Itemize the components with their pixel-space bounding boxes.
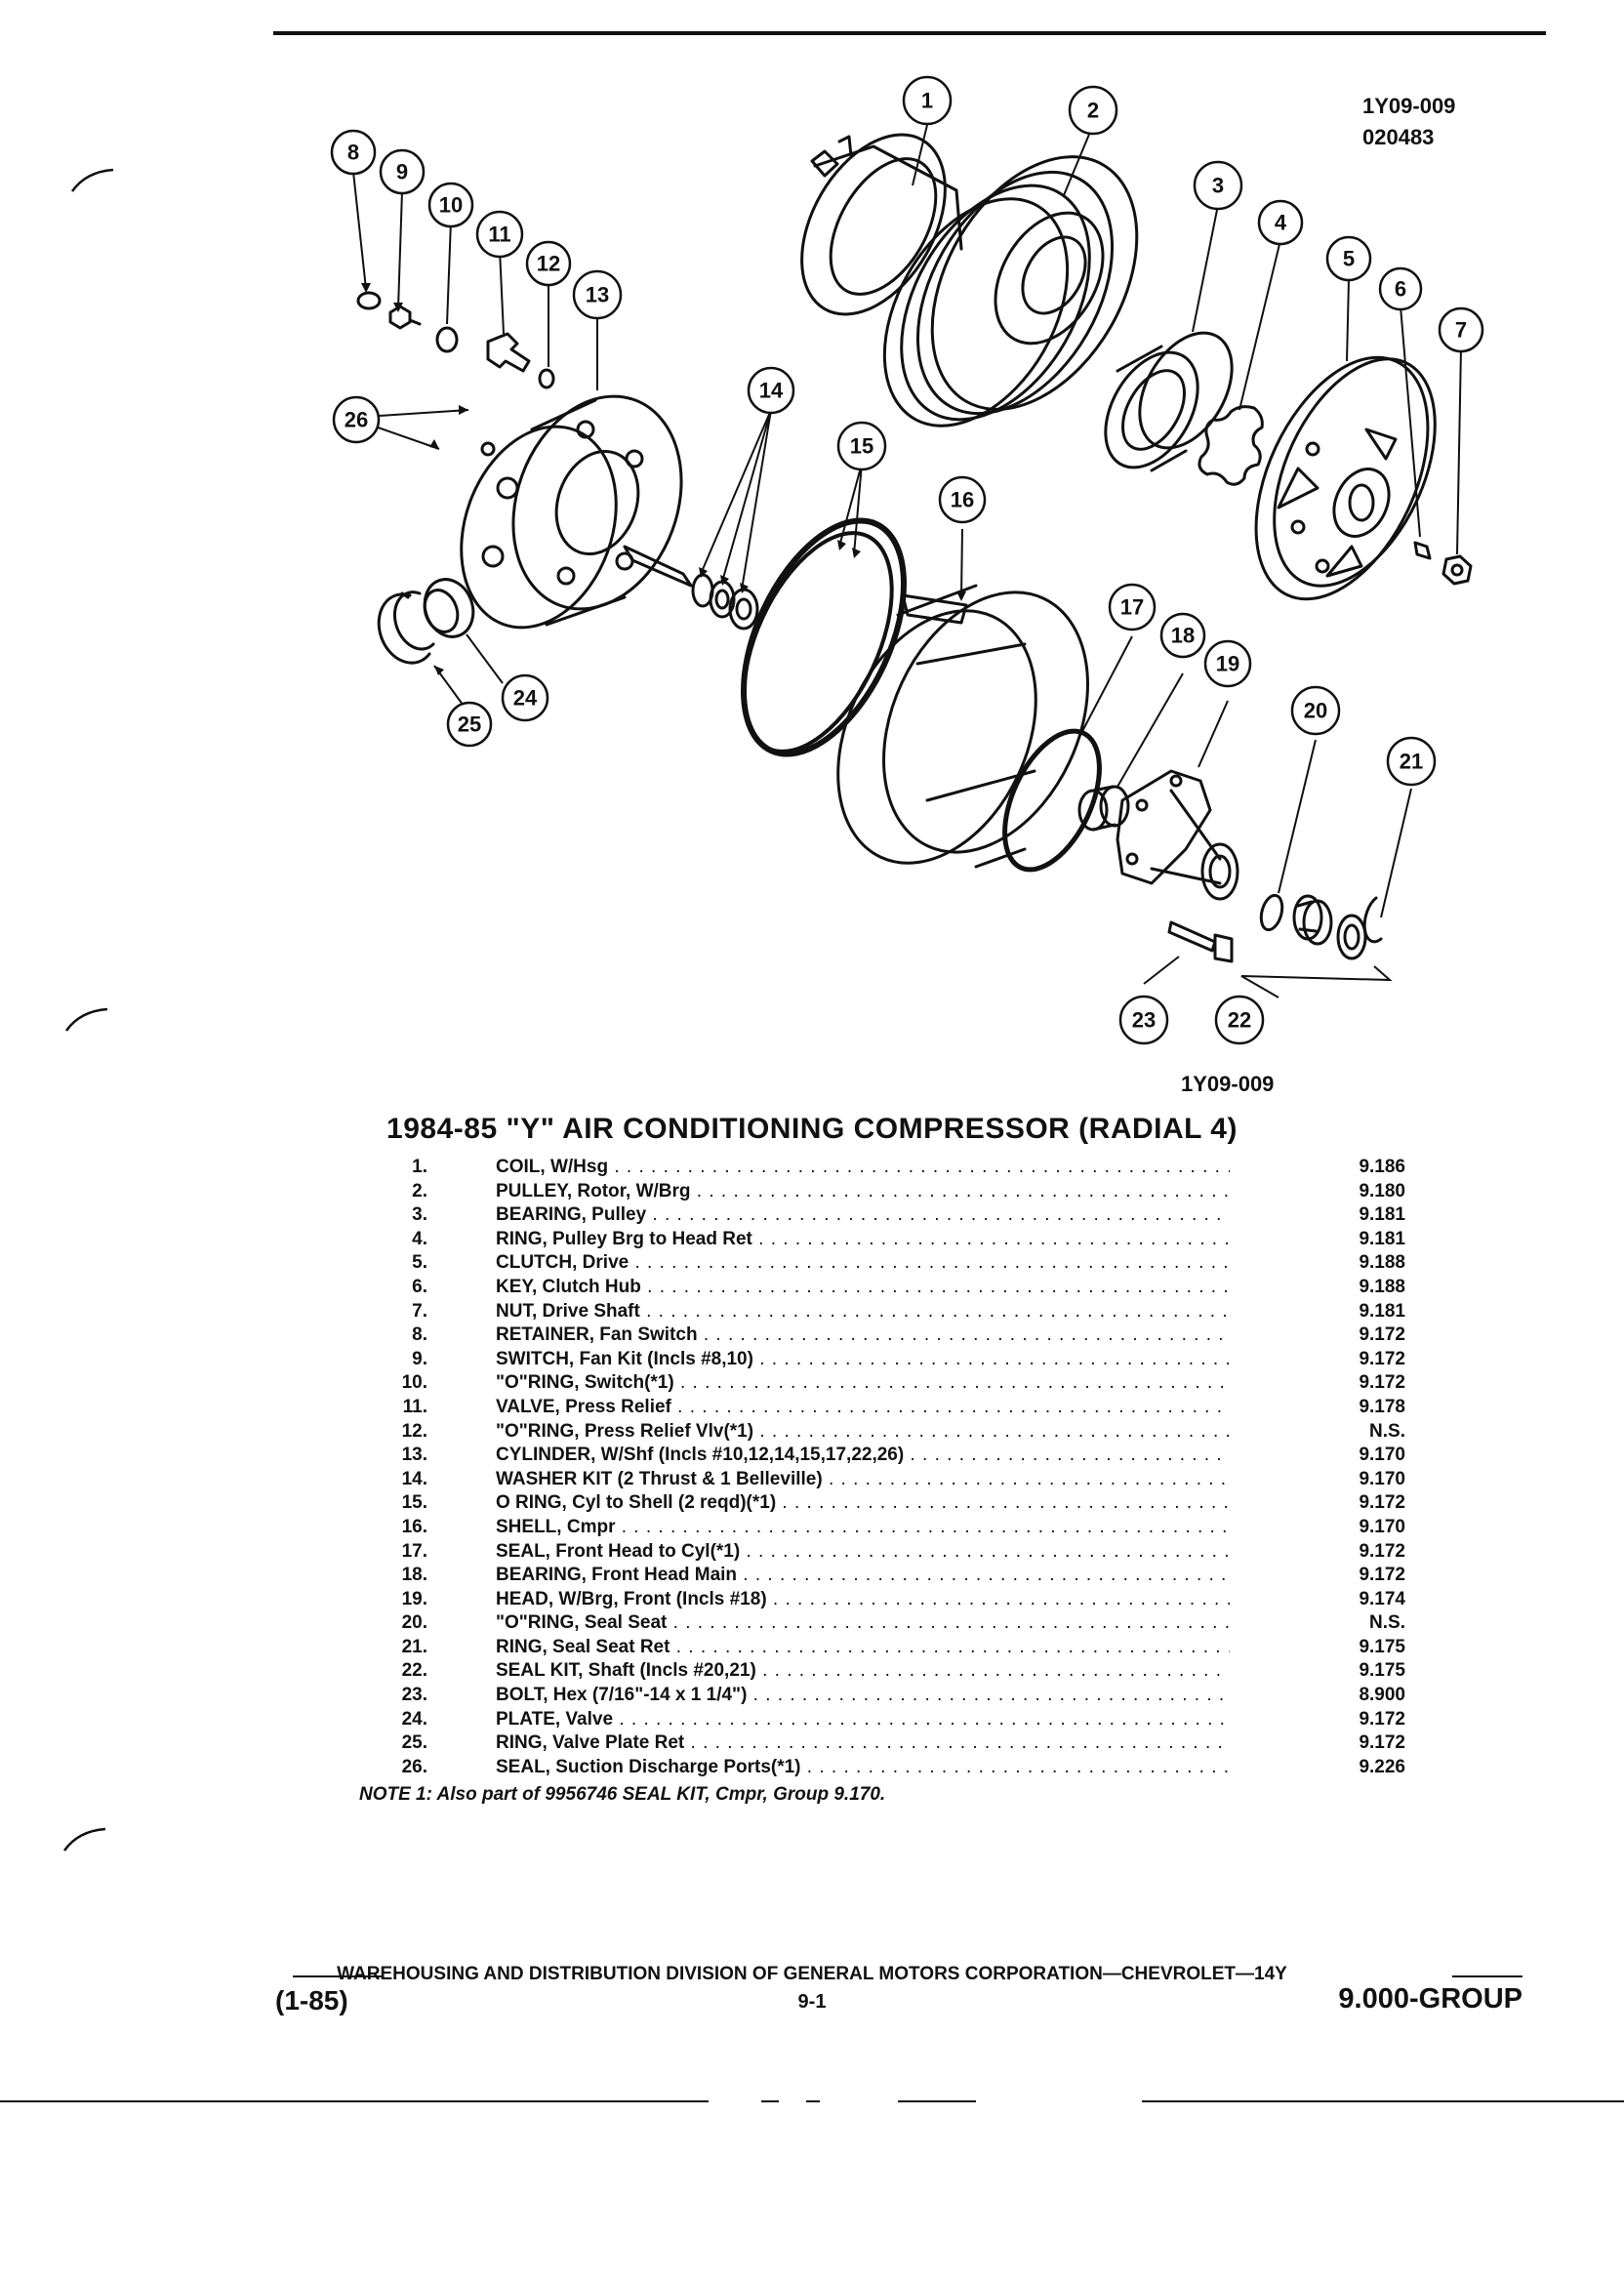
part-detail: Drive Shaft bbox=[537, 1300, 640, 1322]
pulley-bearing-part bbox=[1086, 317, 1250, 484]
part-description bbox=[496, 1611, 1230, 1636]
part-name: SWITCH, bbox=[496, 1348, 575, 1369]
part-group-number: 9.172 bbox=[1359, 1708, 1405, 1730]
part-detail: Pulley bbox=[586, 1204, 647, 1226]
part-detail: Press Relief Vlv(*1) bbox=[579, 1420, 754, 1442]
part-name: NUT, bbox=[496, 1300, 538, 1322]
reference-code-top: 1Y09-009 bbox=[1362, 94, 1456, 118]
part-group-number: 9.178 bbox=[1359, 1396, 1405, 1417]
part-detail: Front Head Main bbox=[586, 1565, 738, 1586]
parts-list-row bbox=[371, 1228, 1405, 1252]
callout-14: 14 bbox=[758, 378, 784, 403]
coil-housing-part bbox=[772, 109, 974, 339]
pulley-ring-part bbox=[1199, 407, 1262, 485]
binder-mark-middle bbox=[62, 1005, 111, 1035]
part-name: O RING, bbox=[496, 1492, 567, 1514]
part-number: 9. bbox=[412, 1348, 427, 1369]
part-name: PLATE, bbox=[496, 1708, 561, 1730]
part-number: 5. bbox=[412, 1252, 427, 1274]
part-description bbox=[496, 1396, 1230, 1420]
seal-seat-o-ring-part bbox=[1258, 893, 1286, 932]
part-description bbox=[496, 1756, 1230, 1780]
parts-list-row bbox=[371, 1516, 1405, 1540]
part-group-number: 9.188 bbox=[1359, 1276, 1405, 1297]
part-number: 17. bbox=[401, 1540, 427, 1562]
parts-list-row bbox=[371, 1203, 1405, 1228]
part-detail: Rotor, W/Brg bbox=[572, 1180, 691, 1201]
part-number: 3. bbox=[412, 1204, 427, 1226]
parts-list-row bbox=[371, 1156, 1405, 1180]
part-number: 12. bbox=[401, 1420, 427, 1442]
part-number: 26. bbox=[401, 1756, 427, 1777]
callout-10: 10 bbox=[438, 192, 464, 218]
part-description bbox=[496, 1420, 1230, 1445]
part-detail: W/Brg, Front (Incls #18) bbox=[553, 1588, 767, 1609]
bottom-rule-mid1 bbox=[761, 2100, 779, 2102]
part-name: HEAD, bbox=[496, 1588, 554, 1609]
part-name: RING, bbox=[496, 1636, 548, 1657]
part-number: 19. bbox=[401, 1588, 427, 1609]
part-name: SEAL, bbox=[496, 1540, 550, 1562]
part-detail: Shaft (Incls #20,21) bbox=[583, 1660, 756, 1682]
parts-list-row bbox=[371, 1588, 1405, 1612]
part-detail: Seal Seat bbox=[579, 1612, 668, 1634]
part-number: 2. bbox=[412, 1180, 427, 1201]
part-group-number: 9.181 bbox=[1359, 1228, 1405, 1249]
part-description bbox=[496, 1348, 1230, 1372]
part-name: SEAL KIT, bbox=[496, 1660, 584, 1682]
part-number: 20. bbox=[401, 1612, 427, 1634]
part-name: SHELL, bbox=[496, 1516, 562, 1537]
part-group-number: 9.172 bbox=[1359, 1732, 1405, 1754]
shaft-seal-kit-part bbox=[1294, 896, 1365, 958]
callout-22: 22 bbox=[1227, 1007, 1252, 1033]
callout-7: 7 bbox=[1454, 317, 1468, 343]
part-group-number: N.S. bbox=[1369, 1612, 1405, 1634]
part-name: RING, bbox=[496, 1228, 548, 1249]
part-number: 16. bbox=[401, 1516, 427, 1537]
footer-page-number: 9-1 bbox=[797, 1991, 827, 2013]
part-group-number: 9.175 bbox=[1359, 1660, 1405, 1682]
parts-list-row bbox=[371, 1564, 1405, 1588]
part-detail: Seal Seat Ret bbox=[547, 1636, 670, 1657]
part-name: CLUTCH, bbox=[496, 1252, 578, 1274]
part-number: 18. bbox=[401, 1565, 427, 1586]
callout-12: 12 bbox=[536, 251, 561, 276]
part-group-number: 9.181 bbox=[1359, 1204, 1405, 1226]
part-number: 15. bbox=[401, 1492, 427, 1514]
footnote: NOTE 1: Also part of 9956746 SEAL KIT, Cmpr, Group 9.170. bbox=[359, 1784, 886, 1805]
callout-15: 15 bbox=[849, 433, 874, 459]
callout-4: 4 bbox=[1274, 210, 1287, 235]
part-detail: Press Relief bbox=[559, 1396, 671, 1417]
hex-bolt-part bbox=[1169, 922, 1232, 961]
part-detail: (2 Thrust & 1 Belleville) bbox=[612, 1468, 823, 1489]
clutch-drive-part bbox=[1221, 331, 1468, 627]
washer-kit-part bbox=[693, 575, 757, 629]
callout-16: 16 bbox=[950, 487, 975, 512]
part-number: 8. bbox=[412, 1324, 427, 1346]
part-name: WASHER KIT bbox=[496, 1468, 613, 1489]
part-group-number: 9.170 bbox=[1359, 1445, 1405, 1466]
callout-19: 19 bbox=[1215, 651, 1240, 676]
part-name: BEARING, bbox=[496, 1204, 587, 1226]
part-description bbox=[496, 1203, 1230, 1228]
parts-list-row bbox=[371, 1540, 1405, 1565]
part-name: "O"RING, bbox=[496, 1420, 580, 1442]
callout-2: 2 bbox=[1086, 98, 1100, 123]
part-group-number: 9.175 bbox=[1359, 1636, 1405, 1657]
part-detail: Switch(*1) bbox=[579, 1372, 674, 1394]
callout-11: 11 bbox=[488, 222, 511, 247]
part-description bbox=[496, 1588, 1230, 1612]
fan-switch-part bbox=[390, 306, 420, 328]
part-description bbox=[496, 1468, 1230, 1492]
callout-26: 26 bbox=[344, 407, 369, 432]
footer-group: 9.000-GROUP bbox=[1338, 1983, 1522, 2015]
part-name: RETAINER, bbox=[496, 1324, 594, 1346]
parts-list-row bbox=[371, 1348, 1405, 1372]
clutch-key-part bbox=[1415, 543, 1430, 558]
part-name: RING, bbox=[496, 1732, 548, 1754]
parts-list-row bbox=[371, 1756, 1405, 1780]
callout-18: 18 bbox=[1170, 623, 1196, 648]
part-description bbox=[496, 1708, 1230, 1732]
callout-13: 13 bbox=[585, 282, 610, 307]
bottom-rule-left bbox=[0, 2100, 709, 2102]
part-description bbox=[496, 1684, 1230, 1708]
part-group-number: N.S. bbox=[1369, 1420, 1405, 1442]
part-group-number: 9.174 bbox=[1359, 1588, 1405, 1609]
seal-seat-ring-part bbox=[1364, 898, 1381, 942]
parts-list-row bbox=[371, 1420, 1405, 1445]
part-group-number: 9.170 bbox=[1359, 1468, 1405, 1489]
parts-list-row bbox=[371, 1468, 1405, 1492]
parts-list-row bbox=[371, 1731, 1405, 1756]
parts-list-row bbox=[371, 1708, 1405, 1732]
callout-1: 1 bbox=[920, 88, 934, 113]
parts-list-row bbox=[371, 1396, 1405, 1420]
part-name: "O"RING, bbox=[496, 1372, 580, 1394]
part-description bbox=[496, 1636, 1230, 1660]
part-name: SEAL, bbox=[496, 1756, 550, 1777]
part-name: PULLEY, bbox=[496, 1180, 573, 1201]
part-number: 1. bbox=[412, 1157, 427, 1177]
parts-list-row bbox=[371, 1659, 1405, 1684]
part-detail: Fan Switch bbox=[593, 1324, 698, 1346]
bottom-rule-mid3 bbox=[898, 2100, 976, 2102]
part-description bbox=[496, 1516, 1230, 1540]
part-group-number: 9.180 bbox=[1359, 1180, 1405, 1201]
part-detail: Valve Plate Ret bbox=[547, 1732, 685, 1754]
part-number: 13. bbox=[401, 1445, 427, 1466]
part-description bbox=[496, 1564, 1230, 1588]
part-number: 11. bbox=[402, 1396, 427, 1417]
part-description bbox=[496, 1323, 1230, 1348]
part-name: COIL, bbox=[496, 1157, 546, 1177]
valve-plate-part bbox=[417, 573, 481, 644]
part-group-number: 9.172 bbox=[1359, 1565, 1405, 1586]
callout-21: 21 bbox=[1399, 749, 1424, 774]
valve-plate-ring-part bbox=[379, 593, 429, 663]
part-number: 23. bbox=[401, 1685, 427, 1706]
callout-6: 6 bbox=[1394, 276, 1407, 302]
part-group-number: 9.172 bbox=[1359, 1372, 1405, 1394]
part-number: 22. bbox=[401, 1660, 427, 1682]
callout-23: 23 bbox=[1131, 1007, 1157, 1033]
part-description bbox=[496, 1731, 1230, 1756]
part-name: BEARING, bbox=[496, 1565, 587, 1586]
part-name: BOLT, bbox=[496, 1685, 548, 1706]
bottom-rule-right bbox=[1142, 2100, 1624, 2102]
press-relief-valve-part bbox=[488, 334, 529, 371]
part-detail: Front Head to Cyl(*1) bbox=[549, 1540, 741, 1562]
part-description bbox=[496, 1180, 1230, 1204]
parts-list-row bbox=[371, 1636, 1405, 1660]
part-group-number: 8.900 bbox=[1359, 1685, 1405, 1706]
callout-8: 8 bbox=[346, 140, 360, 165]
part-group-number: 9.172 bbox=[1359, 1492, 1405, 1514]
part-number: 14. bbox=[401, 1468, 427, 1489]
switch-o-ring-part bbox=[437, 328, 457, 351]
part-group-number: 9.188 bbox=[1359, 1252, 1405, 1274]
part-name: CYLINDER, bbox=[496, 1445, 596, 1466]
part-detail: Drive bbox=[577, 1252, 629, 1274]
part-description bbox=[496, 1491, 1230, 1516]
part-description bbox=[496, 1659, 1230, 1684]
part-detail: Hex (7/16"-14 x 1 1/4") bbox=[548, 1685, 748, 1706]
reference-code-bottom: 1Y09-009 bbox=[1181, 1072, 1275, 1096]
part-detail: Pulley Brg to Head Ret bbox=[547, 1228, 752, 1249]
parts-list-row bbox=[371, 1251, 1405, 1276]
part-number: 7. bbox=[412, 1300, 427, 1322]
part-name: VALVE, bbox=[496, 1396, 560, 1417]
parts-list-row bbox=[371, 1300, 1405, 1324]
fan-switch-retainer-part bbox=[358, 293, 380, 308]
callout-17: 17 bbox=[1119, 594, 1145, 620]
parts-list-row bbox=[371, 1323, 1405, 1348]
part-description bbox=[496, 1276, 1230, 1300]
part-number: 4. bbox=[412, 1228, 427, 1249]
part-number: 6. bbox=[412, 1276, 427, 1297]
page-title: 1984-85 "Y" AIR CONDITIONING COMPRESSOR (RADIAL 4) bbox=[386, 1113, 1238, 1145]
part-number: 21. bbox=[401, 1636, 427, 1657]
binder-mark-top bbox=[68, 166, 117, 195]
callout-9: 9 bbox=[395, 159, 409, 184]
part-group-number: 9.172 bbox=[1359, 1324, 1405, 1346]
relief-valve-o-ring-part bbox=[540, 370, 553, 387]
part-description bbox=[496, 1228, 1230, 1252]
parts-list-row bbox=[371, 1180, 1405, 1204]
part-detail: Valve bbox=[560, 1708, 614, 1730]
compressor-shell-part bbox=[799, 559, 1127, 895]
part-description bbox=[496, 1540, 1230, 1565]
parts-list-row bbox=[371, 1611, 1405, 1636]
parts-list bbox=[371, 1156, 1405, 1779]
part-description bbox=[496, 1251, 1230, 1276]
callout-20: 20 bbox=[1303, 698, 1328, 723]
part-group-number: 9.170 bbox=[1359, 1516, 1405, 1537]
part-number: 24. bbox=[401, 1708, 427, 1730]
parts-list-row bbox=[371, 1276, 1405, 1300]
part-detail: W/Shf (Incls #10,12,14,15,17,22,26) bbox=[595, 1445, 905, 1466]
callout-3: 3 bbox=[1211, 173, 1225, 198]
part-detail: Suction Discharge Ports(*1) bbox=[549, 1756, 801, 1777]
part-group-number: 9.181 bbox=[1359, 1300, 1405, 1322]
part-detail: Cmpr bbox=[561, 1516, 616, 1537]
part-group-number: 9.226 bbox=[1359, 1756, 1405, 1777]
part-name: KEY, bbox=[496, 1276, 538, 1297]
part-description bbox=[496, 1156, 1230, 1180]
part-detail: W/Hsg bbox=[545, 1157, 609, 1177]
bottom-rule-mid2 bbox=[806, 2100, 820, 2102]
cylinder-part bbox=[434, 373, 710, 650]
part-name: "O"RING, bbox=[496, 1612, 580, 1634]
callout-24: 24 bbox=[512, 685, 538, 711]
footer-date: (1-85) bbox=[275, 1985, 348, 2015]
drive-shaft-nut-part bbox=[1443, 556, 1471, 584]
date-code: 020483 bbox=[1362, 125, 1435, 149]
callout-5: 5 bbox=[1342, 246, 1356, 271]
part-description bbox=[496, 1300, 1230, 1324]
part-description bbox=[496, 1371, 1230, 1396]
binder-mark-bottom bbox=[61, 1825, 109, 1854]
part-group-number: 9.186 bbox=[1359, 1157, 1405, 1177]
parts-list-row bbox=[371, 1684, 1405, 1708]
part-detail: Fan Kit (Incls #8,10) bbox=[574, 1348, 753, 1369]
callout-25: 25 bbox=[457, 712, 482, 737]
parts-list-row bbox=[371, 1491, 1405, 1516]
parts-list-row bbox=[371, 1371, 1405, 1396]
part-detail: Cyl to Shell (2 reqd)(*1) bbox=[566, 1492, 777, 1514]
exploded-compressor-diagram bbox=[293, 59, 1542, 1093]
front-head-part bbox=[1117, 771, 1238, 899]
top-rule bbox=[273, 31, 1546, 35]
footer-division: WAREHOUSING AND DISTRIBUTION DIVISION OF GENERAL MOTORS CORPORATION—CHEVROLET—14Y bbox=[337, 1964, 1287, 1984]
part-number: 10. bbox=[401, 1372, 427, 1394]
part-number: 25. bbox=[401, 1732, 427, 1754]
part-group-number: 9.172 bbox=[1359, 1540, 1405, 1562]
part-detail: Clutch Hub bbox=[537, 1276, 641, 1297]
part-group-number: 9.172 bbox=[1359, 1348, 1405, 1369]
parts-list-row bbox=[371, 1444, 1405, 1468]
part-description bbox=[496, 1444, 1230, 1468]
